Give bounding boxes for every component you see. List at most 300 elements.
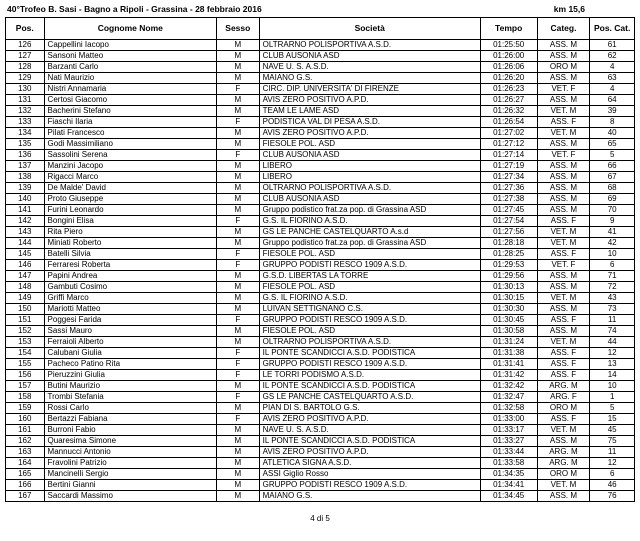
cell-category-pos: 4 <box>590 62 635 73</box>
cell-category: ASS. F <box>537 359 590 370</box>
cell-pos: 142 <box>6 216 45 227</box>
cell-name: Sassi Mauro <box>44 326 216 337</box>
cell-name: Bertazzi Fabiana <box>44 414 216 425</box>
cell-pos: 145 <box>6 249 45 260</box>
cell-name: Trombi Stefania <box>44 392 216 403</box>
cell-sex: F <box>217 216 260 227</box>
cell-category: ASS. F <box>537 117 590 128</box>
cell-team: OLTRARNO POLISPORTIVA A.S.D. <box>259 183 480 194</box>
table-row <box>6 51 635 62</box>
cell-team: TEAM LE LAME ASD <box>259 106 480 117</box>
cell-category: ASS. M <box>537 51 590 62</box>
cell-time: 01:34:41 <box>480 480 537 491</box>
cell-time: 01:25:50 <box>480 40 537 51</box>
cell-category-pos: 66 <box>590 161 635 172</box>
table-row <box>6 469 635 480</box>
cell-pos: 163 <box>6 447 45 458</box>
cell-category: VET. M <box>537 293 590 304</box>
cell-pos: 128 <box>6 62 45 73</box>
cell-pos: 166 <box>6 480 45 491</box>
cell-category-pos: 64 <box>590 95 635 106</box>
cell-team: CLUB AUSONIA ASD <box>259 51 480 62</box>
cell-name: Mariotti Matteo <box>44 304 216 315</box>
cell-team: ATLETICA SIGNA A.S.D. <box>259 458 480 469</box>
cell-sex: M <box>217 139 260 150</box>
cell-category-pos: 1 <box>590 392 635 403</box>
cell-category: ASS. F <box>537 216 590 227</box>
table-row <box>6 106 635 117</box>
table-row <box>6 403 635 414</box>
cell-name: Cappellini Iacopo <box>44 40 216 51</box>
cell-pos: 130 <box>6 84 45 95</box>
cell-name: Fiaschi Ilaria <box>44 117 216 128</box>
cell-category: ASS. M <box>537 304 590 315</box>
table-row <box>6 315 635 326</box>
cell-time: 01:33:00 <box>480 414 537 425</box>
cell-category-pos: 67 <box>590 172 635 183</box>
cell-category-pos: 72 <box>590 282 635 293</box>
cell-category: ASS. M <box>537 271 590 282</box>
cell-team: FIESOLE POL. ASD <box>259 249 480 260</box>
cell-pos: 131 <box>6 95 45 106</box>
cell-category: ORO M <box>537 469 590 480</box>
cell-name: Furini Leonardo <box>44 205 216 216</box>
column-header: Pos. <box>6 18 45 40</box>
cell-name: Barzanti Carlo <box>44 62 216 73</box>
cell-team: MAIANO G.S. <box>259 73 480 84</box>
cell-category-pos: 46 <box>590 480 635 491</box>
cell-team: FIESOLE POL. ASD <box>259 326 480 337</box>
table-row <box>6 161 635 172</box>
cell-pos: 137 <box>6 161 45 172</box>
column-header: Sesso <box>217 18 260 40</box>
cell-time: 01:28:18 <box>480 238 537 249</box>
cell-category-pos: 11 <box>590 315 635 326</box>
cell-time: 01:27:38 <box>480 194 537 205</box>
cell-team: LIBERO <box>259 161 480 172</box>
cell-sex: M <box>217 403 260 414</box>
cell-sex: M <box>217 51 260 62</box>
cell-category: ORO M <box>537 403 590 414</box>
cell-time: 01:34:45 <box>480 491 537 502</box>
cell-pos: 160 <box>6 414 45 425</box>
table-header-row <box>6 18 635 40</box>
cell-category-pos: 14 <box>590 370 635 381</box>
cell-name: Mancinelli Sergio <box>44 469 216 480</box>
cell-time: 01:33:58 <box>480 458 537 469</box>
cell-name: Fravolini Patrizio <box>44 458 216 469</box>
cell-pos: 165 <box>6 469 45 480</box>
table-row <box>6 249 635 260</box>
column-header: Tempo <box>480 18 537 40</box>
table-row <box>6 150 635 161</box>
table-row <box>6 128 635 139</box>
cell-name: Pilati Francesco <box>44 128 216 139</box>
cell-pos: 140 <box>6 194 45 205</box>
cell-sex: M <box>217 40 260 51</box>
cell-sex: M <box>217 73 260 84</box>
cell-team: AVIS ZERO POSITIVO A.P.D. <box>259 414 480 425</box>
cell-pos: 132 <box>6 106 45 117</box>
cell-pos: 154 <box>6 348 45 359</box>
cell-time: 01:33:44 <box>480 447 537 458</box>
cell-team: OLTRARNO POLISPORTIVA A.S.D. <box>259 337 480 348</box>
cell-sex: F <box>217 249 260 260</box>
cell-team: LIBERO <box>259 172 480 183</box>
cell-category: ORO M <box>537 62 590 73</box>
cell-time: 01:30:45 <box>480 315 537 326</box>
cell-category-pos: 69 <box>590 194 635 205</box>
page-header <box>5 3 635 17</box>
cell-name: Quaresima Simone <box>44 436 216 447</box>
cell-time: 01:32:42 <box>480 381 537 392</box>
table-row <box>6 392 635 403</box>
cell-name: Proto Giuseppe <box>44 194 216 205</box>
cell-team: GRUPPO PODISTI RESCO 1909 A.S.D. <box>259 315 480 326</box>
cell-category: VET. F <box>537 260 590 271</box>
cell-time: 01:33:27 <box>480 436 537 447</box>
cell-name: Pacheco Patino Rita <box>44 359 216 370</box>
cell-sex: M <box>217 337 260 348</box>
cell-sex: F <box>217 370 260 381</box>
cell-category-pos: 6 <box>590 469 635 480</box>
cell-category-pos: 4 <box>590 84 635 95</box>
cell-sex: M <box>217 95 260 106</box>
cell-time: 01:31:38 <box>480 348 537 359</box>
cell-time: 01:27:36 <box>480 183 537 194</box>
cell-sex: F <box>217 348 260 359</box>
cell-pos: 167 <box>6 491 45 502</box>
cell-category: VET. M <box>537 227 590 238</box>
cell-sex: M <box>217 425 260 436</box>
cell-sex: F <box>217 117 260 128</box>
cell-category: ARG. M <box>537 381 590 392</box>
cell-category-pos: 40 <box>590 128 635 139</box>
cell-pos: 143 <box>6 227 45 238</box>
cell-pos: 162 <box>6 436 45 447</box>
cell-team: G.S. IL FIORINO A.S.D. <box>259 293 480 304</box>
column-header: Categ. <box>537 18 590 40</box>
cell-name: Butini Maurizio <box>44 381 216 392</box>
cell-time: 01:27:12 <box>480 139 537 150</box>
cell-time: 01:26:00 <box>480 51 537 62</box>
cell-name: Saccardi Massimo <box>44 491 216 502</box>
cell-pos: 133 <box>6 117 45 128</box>
table-row <box>6 359 635 370</box>
cell-category: VET. M <box>537 480 590 491</box>
cell-sex: F <box>217 84 260 95</box>
cell-category: ASS. F <box>537 249 590 260</box>
cell-category-pos: 12 <box>590 348 635 359</box>
table-row <box>6 282 635 293</box>
cell-sex: M <box>217 194 260 205</box>
cell-team: AVIS ZERO POSITIVO A.P.D. <box>259 95 480 106</box>
cell-sex: F <box>217 315 260 326</box>
cell-team: IL PONTE SCANDICCI A.S.D. PODISTICA <box>259 348 480 359</box>
cell-sex: F <box>217 260 260 271</box>
cell-name: Nati Maurizio <box>44 73 216 84</box>
cell-category: ASS. M <box>537 491 590 502</box>
cell-name: Nistri Annamaria <box>44 84 216 95</box>
cell-sex: M <box>217 469 260 480</box>
cell-time: 01:32:47 <box>480 392 537 403</box>
cell-pos: 139 <box>6 183 45 194</box>
cell-pos: 138 <box>6 172 45 183</box>
cell-category-pos: 70 <box>590 205 635 216</box>
cell-category: ASS. M <box>537 436 590 447</box>
cell-pos: 152 <box>6 326 45 337</box>
cell-sex: M <box>217 161 260 172</box>
cell-category: ASS. F <box>537 370 590 381</box>
cell-category: VET. M <box>537 425 590 436</box>
results-table <box>5 17 635 502</box>
cell-name: Miniati Roberto <box>44 238 216 249</box>
cell-time: 01:28:25 <box>480 249 537 260</box>
cell-sex: M <box>217 62 260 73</box>
cell-name: Pieruzzini Giulia <box>44 370 216 381</box>
table-row <box>6 337 635 348</box>
column-header: Cognome Nome <box>44 18 216 40</box>
cell-team: MAIANO G.S. <box>259 491 480 502</box>
cell-category-pos: 71 <box>590 271 635 282</box>
cell-pos: 146 <box>6 260 45 271</box>
cell-sex: F <box>217 150 260 161</box>
table-row <box>6 183 635 194</box>
table-row <box>6 480 635 491</box>
cell-category: ASS. F <box>537 414 590 425</box>
cell-category-pos: 41 <box>590 227 635 238</box>
cell-category-pos: 73 <box>590 304 635 315</box>
cell-time: 01:30:30 <box>480 304 537 315</box>
cell-time: 01:31:42 <box>480 370 537 381</box>
cell-time: 01:31:24 <box>480 337 537 348</box>
cell-team: CLUB AUSONIA ASD <box>259 150 480 161</box>
cell-team: G.S.D. LIBERTAS LA TORRE <box>259 271 480 282</box>
cell-category-pos: 10 <box>590 249 635 260</box>
cell-pos: 150 <box>6 304 45 315</box>
cell-category: VET. M <box>537 238 590 249</box>
cell-time: 01:27:54 <box>480 216 537 227</box>
cell-team: GS LE PANCHE CASTELQUARTO A.S.D. <box>259 392 480 403</box>
cell-team: GS LE PANCHE CASTELQUARTO A.s.d <box>259 227 480 238</box>
table-row <box>6 425 635 436</box>
cell-pos: 161 <box>6 425 45 436</box>
page-indicator: 4 di 5 <box>310 514 330 523</box>
cell-team: CLUB AUSONIA ASD <box>259 194 480 205</box>
cell-pos: 147 <box>6 271 45 282</box>
cell-sex: M <box>217 172 260 183</box>
cell-category: ARG. M <box>537 447 590 458</box>
distance-label: km 15,6 <box>553 4 585 14</box>
cell-pos: 151 <box>6 315 45 326</box>
table-row <box>6 370 635 381</box>
cell-pos: 158 <box>6 392 45 403</box>
cell-team: CIRC. DIP. UNIVERSITA' DI FIRENZE <box>259 84 480 95</box>
cell-category: ARG. M <box>537 458 590 469</box>
table-row <box>6 84 635 95</box>
cell-category-pos: 68 <box>590 183 635 194</box>
cell-time: 01:30:13 <box>480 282 537 293</box>
cell-category-pos: 61 <box>590 40 635 51</box>
cell-category: ASS. M <box>537 194 590 205</box>
cell-time: 01:26:23 <box>480 84 537 95</box>
cell-sex: M <box>217 480 260 491</box>
cell-time: 01:27:34 <box>480 172 537 183</box>
cell-category: VET. M <box>537 106 590 117</box>
cell-pos: 153 <box>6 337 45 348</box>
cell-name: Gambuti Cosimo <box>44 282 216 293</box>
cell-name: Poggesi Farida <box>44 315 216 326</box>
cell-category-pos: 5 <box>590 403 635 414</box>
cell-category: VET. M <box>537 128 590 139</box>
table-row <box>6 381 635 392</box>
cell-team: OLTRARNO POLISPORTIVA A.S.D. <box>259 40 480 51</box>
cell-category-pos: 11 <box>590 447 635 458</box>
table-row <box>6 447 635 458</box>
table-row <box>6 194 635 205</box>
cell-team: AVIS ZERO POSITIVO A.P.D. <box>259 447 480 458</box>
cell-category-pos: 63 <box>590 73 635 84</box>
cell-sex: M <box>217 436 260 447</box>
cell-category-pos: 45 <box>590 425 635 436</box>
cell-pos: 129 <box>6 73 45 84</box>
cell-category: ASS. M <box>537 326 590 337</box>
cell-sex: M <box>217 326 260 337</box>
cell-team: IL PONTE SCANDICCI A.S.D. PODISTICA <box>259 436 480 447</box>
cell-category: ASS. F <box>537 315 590 326</box>
cell-name: Batelli Silvia <box>44 249 216 260</box>
cell-name: Sansoni Matteo <box>44 51 216 62</box>
table-row <box>6 271 635 282</box>
cell-pos: 126 <box>6 40 45 51</box>
cell-pos: 134 <box>6 128 45 139</box>
table-row <box>6 117 635 128</box>
cell-time: 01:34:35 <box>480 469 537 480</box>
cell-pos: 159 <box>6 403 45 414</box>
cell-team: ASSI Giglio Rosso <box>259 469 480 480</box>
cell-name: Rossi Carlo <box>44 403 216 414</box>
cell-sex: M <box>217 304 260 315</box>
cell-team: GRUPPO PODISTI RESCO 1909 A.S.D. <box>259 260 480 271</box>
table-row <box>6 139 635 150</box>
cell-category: VET. F <box>537 84 590 95</box>
cell-sex: F <box>217 414 260 425</box>
cell-name: Papini Andrea <box>44 271 216 282</box>
cell-time: 01:26:27 <box>480 95 537 106</box>
cell-team: LE TORRI PODISMO A.S.D. <box>259 370 480 381</box>
table-row <box>6 260 635 271</box>
cell-team: PODISTICA VAL DI PESA A.S.D. <box>259 117 480 128</box>
cell-pos: 156 <box>6 370 45 381</box>
cell-pos: 148 <box>6 282 45 293</box>
cell-category: ASS. M <box>537 95 590 106</box>
cell-category: ASS. M <box>537 73 590 84</box>
cell-category-pos: 76 <box>590 491 635 502</box>
cell-category: ASS. M <box>537 161 590 172</box>
results-tbody <box>6 40 635 502</box>
cell-sex: M <box>217 458 260 469</box>
table-row <box>6 491 635 502</box>
cell-category: ASS. F <box>537 348 590 359</box>
cell-category: ASS. M <box>537 139 590 150</box>
cell-category-pos: 39 <box>590 106 635 117</box>
cell-name: Bacherini Stefano <box>44 106 216 117</box>
cell-category: ARG. F <box>537 392 590 403</box>
cell-team: IL PONTE SCANDICCI A.S.D. PODISTICA <box>259 381 480 392</box>
cell-sex: M <box>217 381 260 392</box>
cell-team: Gruppo podistico frat.za pop. di Grassina ASD <box>259 238 480 249</box>
cell-time: 01:27:19 <box>480 161 537 172</box>
cell-time: 01:26:06 <box>480 62 537 73</box>
cell-category: ASS. M <box>537 183 590 194</box>
cell-time: 01:30:15 <box>480 293 537 304</box>
cell-category: VET. M <box>537 337 590 348</box>
cell-pos: 136 <box>6 150 45 161</box>
cell-name: Griffi Marco <box>44 293 216 304</box>
cell-team: NAVE U. S. A.S.D. <box>259 62 480 73</box>
cell-time: 01:30:58 <box>480 326 537 337</box>
table-row <box>6 216 635 227</box>
cell-name: Ferraresi Roberta <box>44 260 216 271</box>
cell-time: 01:31:41 <box>480 359 537 370</box>
cell-category: VET. F <box>537 150 590 161</box>
cell-time: 01:27:45 <box>480 205 537 216</box>
table-row <box>6 205 635 216</box>
cell-pos: 144 <box>6 238 45 249</box>
cell-category: ASS. M <box>537 205 590 216</box>
table-row <box>6 40 635 51</box>
cell-category-pos: 43 <box>590 293 635 304</box>
table-row <box>6 436 635 447</box>
table-row <box>6 348 635 359</box>
cell-time: 01:29:56 <box>480 271 537 282</box>
cell-time: 01:27:02 <box>480 128 537 139</box>
cell-pos: 135 <box>6 139 45 150</box>
event-title: 40°Trofeo B. Sasi - Bagno a Ripoli - Grassina - 28 febbraio 2016 <box>7 4 262 14</box>
cell-team: PIAN DI S. BARTOLO G.S. <box>259 403 480 414</box>
cell-team: GRUPPO PODISTI RESCO 1909 A.S.D. <box>259 480 480 491</box>
cell-sex: M <box>217 183 260 194</box>
cell-time: 01:32:58 <box>480 403 537 414</box>
table-row <box>6 293 635 304</box>
cell-category-pos: 9 <box>590 216 635 227</box>
cell-team: LUIVAN SETTIGNANO C.S. <box>259 304 480 315</box>
cell-time: 01:33:17 <box>480 425 537 436</box>
cell-sex: M <box>217 447 260 458</box>
cell-sex: M <box>217 271 260 282</box>
cell-sex: F <box>217 359 260 370</box>
table-row <box>6 73 635 84</box>
cell-name: De Malde' David <box>44 183 216 194</box>
cell-pos: 127 <box>6 51 45 62</box>
cell-category-pos: 8 <box>590 117 635 128</box>
cell-category: ASS. M <box>537 172 590 183</box>
cell-team: G.S. IL FIORINO A.S.D. <box>259 216 480 227</box>
cell-name: Rigacci Marco <box>44 172 216 183</box>
table-row <box>6 458 635 469</box>
table-row <box>6 304 635 315</box>
cell-team: FIESOLE POL. ASD <box>259 139 480 150</box>
cell-pos: 157 <box>6 381 45 392</box>
cell-sex: M <box>217 293 260 304</box>
cell-category: ASS. M <box>537 282 590 293</box>
cell-name: Ferraioli Alberto <box>44 337 216 348</box>
cell-time: 01:26:32 <box>480 106 537 117</box>
cell-team: AVIS ZERO POSITIVO A.P.D. <box>259 128 480 139</box>
table-row <box>6 95 635 106</box>
cell-time: 01:29:53 <box>480 260 537 271</box>
table-row <box>6 238 635 249</box>
